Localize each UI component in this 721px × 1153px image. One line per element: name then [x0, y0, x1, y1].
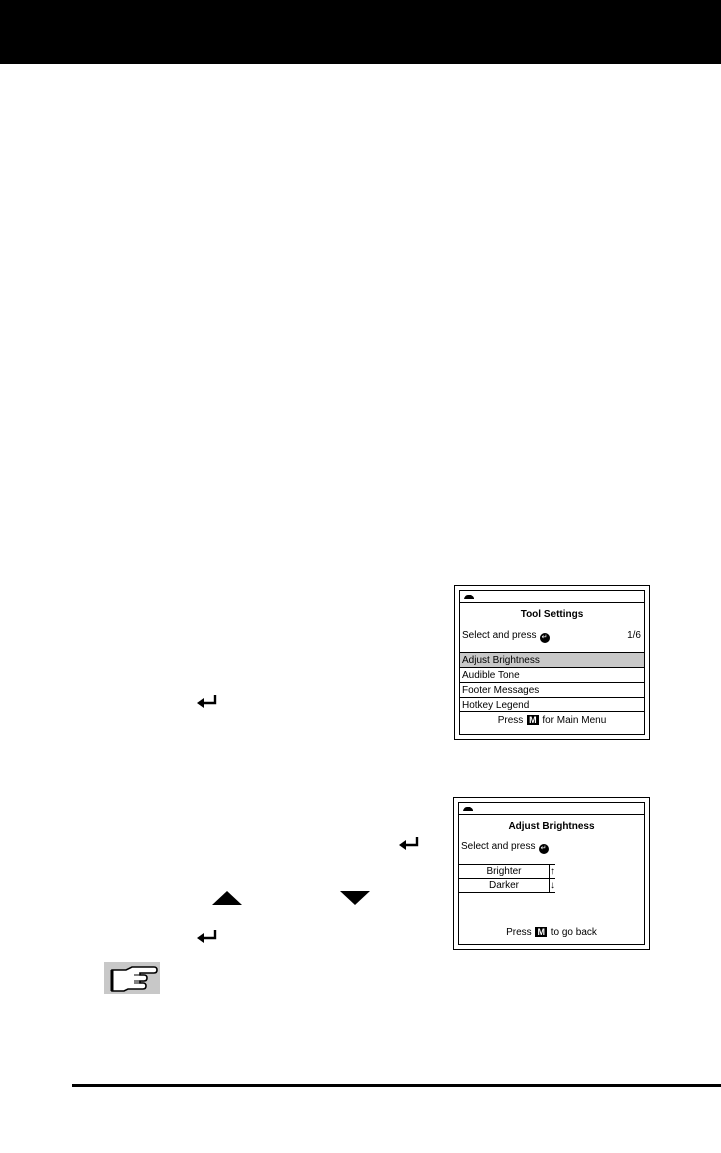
brightness-row-brighter[interactable]	[459, 865, 555, 879]
m-key-icon: M	[529, 715, 537, 725]
select-prompt: Select and press ↵	[461, 841, 549, 854]
menu-item-adjust-brightness[interactable]: Adjust Brightness	[460, 652, 644, 667]
screen-footer: Press M to go back	[506, 927, 597, 938]
tool-settings-screen	[454, 585, 650, 740]
down-arrow-icon: ↓	[550, 880, 555, 891]
page-header-bar	[0, 0, 721, 64]
car-icon	[463, 594, 475, 600]
footer-rule	[72, 1084, 721, 1087]
enter-icon	[196, 929, 218, 945]
option-label: Darker	[459, 879, 550, 893]
enter-icon	[196, 694, 218, 710]
menu-item-footer-messages[interactable]: Footer Messages	[460, 682, 644, 697]
enter-icon: ↵	[540, 633, 550, 643]
car-icon	[462, 806, 474, 812]
up-arrow-icon	[212, 890, 242, 906]
brightness-row-darker[interactable]	[459, 879, 555, 893]
down-arrow-icon	[340, 890, 370, 906]
enter-icon: ↵	[539, 844, 549, 854]
screen-footer: Press M for Main Menu	[497, 715, 607, 726]
adjust-brightness-screen	[453, 797, 650, 950]
option-label: Brighter	[459, 865, 550, 879]
screen-title: Tool Settings	[520, 609, 584, 620]
brightness-options	[459, 864, 555, 893]
page-indicator: 1/6	[627, 630, 641, 641]
screen-title: Adjust Brightness	[508, 821, 595, 832]
m-key-icon: M	[537, 927, 545, 937]
select-prompt: Select and press ↵	[462, 630, 550, 643]
pointing-hand-note-icon	[104, 962, 160, 994]
enter-icon	[398, 836, 420, 852]
up-arrow-icon: ↑	[550, 866, 555, 877]
menu-item-audible-tone[interactable]: Audible Tone	[460, 667, 644, 682]
menu-item-hotkey-legend[interactable]: Hotkey Legend	[460, 697, 644, 712]
